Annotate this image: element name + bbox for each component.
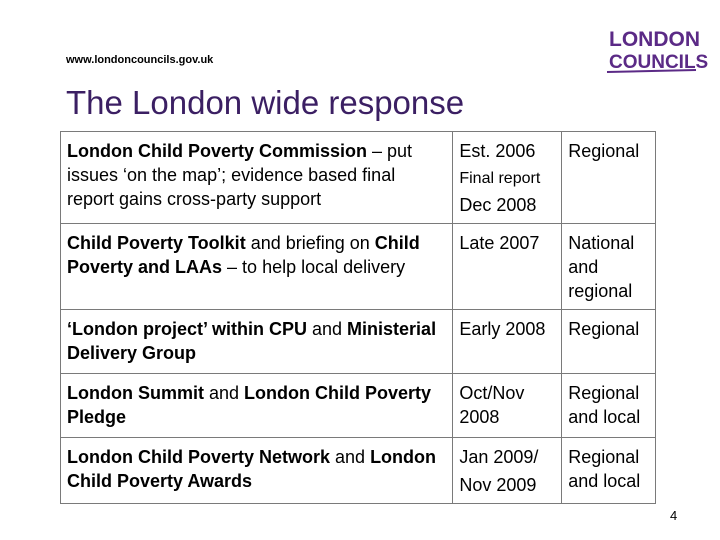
date-line: Est. 2006 xyxy=(459,141,536,161)
desc-bold: ‘London project’ within CPU xyxy=(67,319,307,339)
row-scope: Regional and local xyxy=(562,374,656,438)
table-row xyxy=(61,438,656,504)
desc-bold: London Summit xyxy=(67,383,204,403)
row-date: Late 2007 xyxy=(453,224,562,310)
desc-text: and briefing on xyxy=(245,233,375,253)
row-description xyxy=(61,310,453,374)
slide-title: The London wide response xyxy=(66,84,465,121)
desc-bold: Child Poverty and LAAs xyxy=(67,233,420,277)
desc-bold: Child Poverty Toolkit xyxy=(67,233,246,253)
desc-text: and xyxy=(203,383,245,403)
table-row xyxy=(61,224,656,310)
row-description xyxy=(61,374,453,438)
desc-text: – put issues ‘on the map’; evidence based final report gains cross-party support xyxy=(67,141,413,209)
svg-text:COUNCILS: COUNCILS xyxy=(609,52,709,73)
london-councils-logo xyxy=(606,26,709,76)
desc-text: and xyxy=(307,319,348,339)
row-date xyxy=(453,132,562,224)
row-date: Early 2008 xyxy=(453,310,562,374)
table-row xyxy=(61,374,656,438)
date-line: Nov 2009 xyxy=(459,475,537,495)
date-line: Final report xyxy=(459,170,541,187)
row-scope: Regional xyxy=(562,132,656,224)
row-date xyxy=(453,438,562,504)
date-line: Jan 2009/ xyxy=(459,447,539,467)
row-description xyxy=(61,224,453,310)
desc-bold: London Child Poverty Commission xyxy=(67,141,368,161)
row-description xyxy=(61,438,453,504)
table-row xyxy=(61,132,656,224)
desc-bold: London Child Poverty Network xyxy=(67,447,331,467)
row-scope: Regional and local xyxy=(562,438,656,504)
desc-text: and xyxy=(330,447,371,467)
row-scope: National and regional xyxy=(562,224,656,310)
desc-bold: Ministerial Delivery Group xyxy=(67,319,437,363)
row-description xyxy=(61,132,453,224)
svg-text:LONDON: LONDON xyxy=(609,28,700,51)
date-line: Dec 2008 xyxy=(459,195,537,215)
table-row xyxy=(61,310,656,374)
response-table xyxy=(60,131,656,504)
row-date: Oct/Nov 2008 xyxy=(453,374,562,438)
page-number: 4 xyxy=(670,508,678,523)
desc-bold: London Child Poverty Pledge xyxy=(67,383,432,427)
row-scope: Regional xyxy=(562,310,656,374)
website-url: www.londoncouncils.gov.uk xyxy=(66,54,214,66)
desc-text: – to help local delivery xyxy=(222,257,406,277)
desc-bold: London Child Poverty Awards xyxy=(67,447,437,491)
